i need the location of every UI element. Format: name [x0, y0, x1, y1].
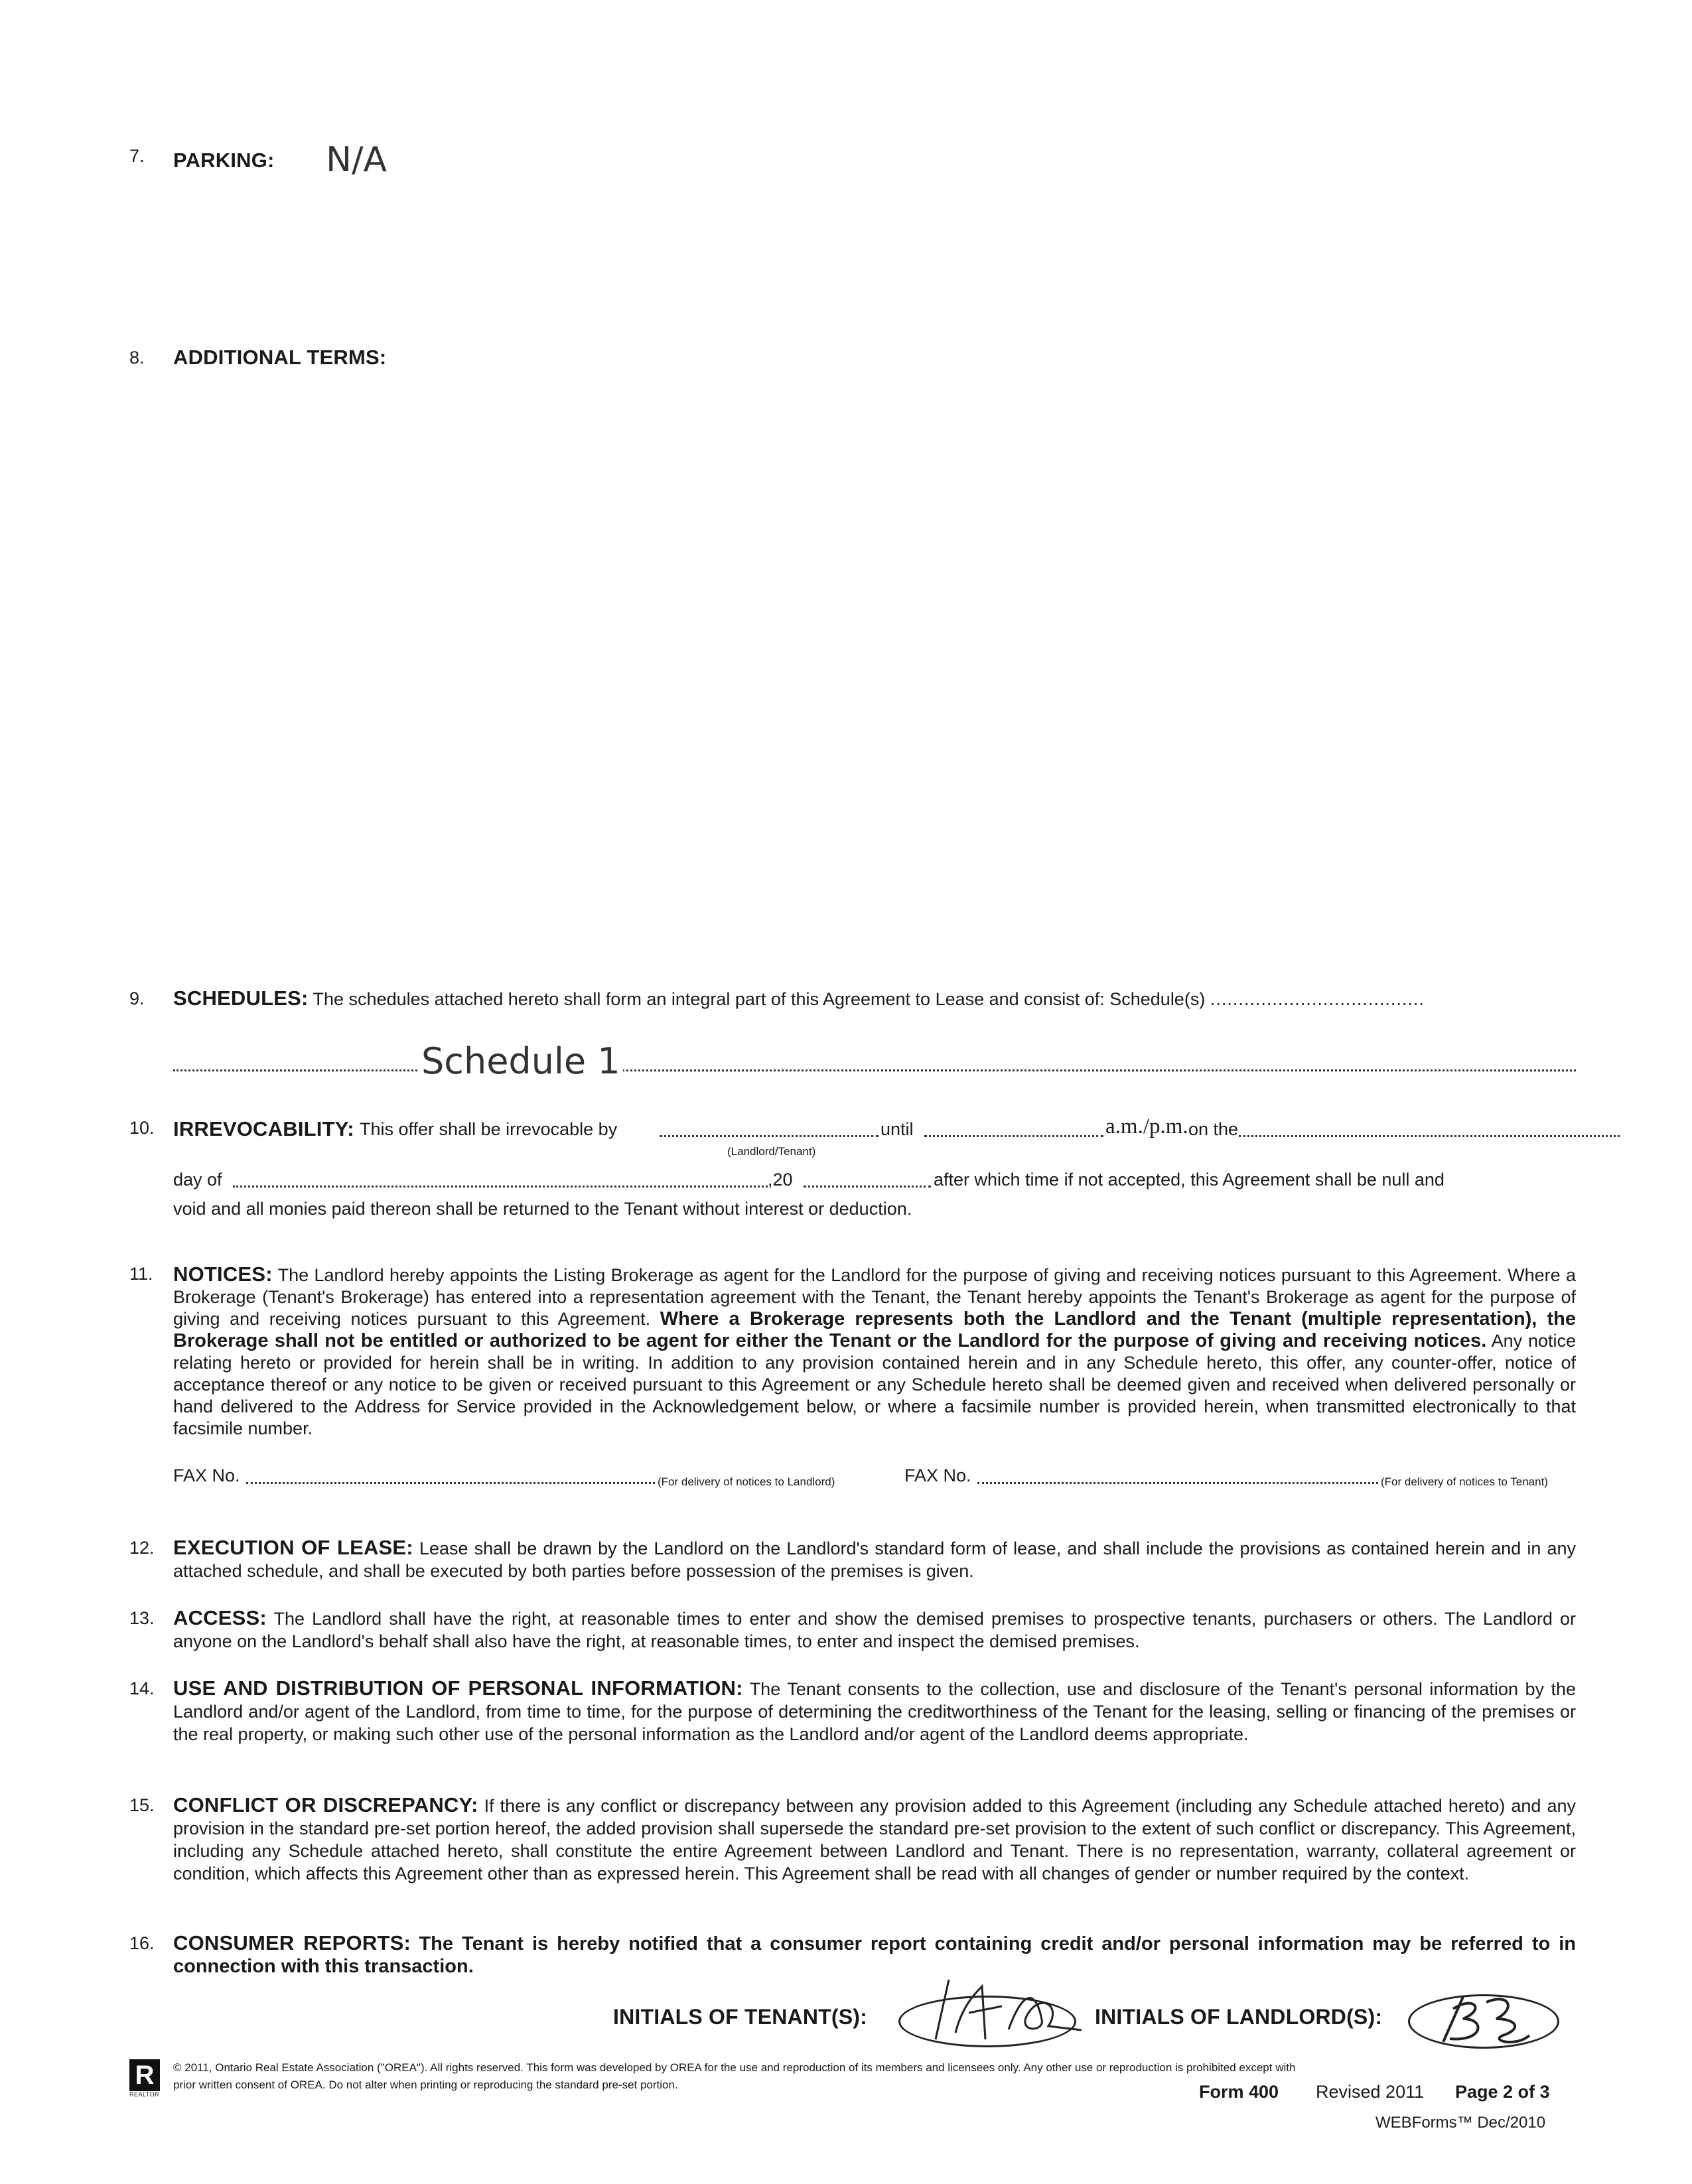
dotted-line: ...................................... [1210, 989, 1425, 1009]
section-text: The schedules attached hereto shall form an integral part of this Agreement to Lease and consist of: Schedule(s) [313, 989, 1206, 1009]
revised-date: Revised 2011 [1316, 2082, 1425, 2102]
section-notices [129, 1263, 1576, 1491]
notices-bold-text: Where a Brokerage represents both the Landlord and the Tenant (multiple representation), the Brokerage shall not be entitled or authorized to be agent for either the Tenant or the Landlord for the purpose of giving and receiving notices. [173, 1308, 1576, 1351]
section-heading: NOTICES: [173, 1263, 273, 1286]
section-additional-terms [129, 346, 1576, 370]
initials-tenant-label: INITIALS OF TENANT(S): [613, 2005, 868, 2029]
parking-handwritten-value: N/A [326, 140, 388, 180]
section-heading: USE AND DISTRIBUTION OF PERSONAL INFORMATION: [173, 1676, 743, 1700]
section-number: 9. [129, 989, 145, 1008]
fax-label-landlord: FAX No. [173, 1466, 240, 1485]
ampm-label: a.m./p.m. [1105, 1115, 1188, 1138]
day-of-label: day of [173, 1170, 222, 1190]
notices-text-2: Any notice relating hereto or provided for herein shall be in writing. In addition to any provision contained herein and in any Schedule hereto, this offer, any counter-offer, notice of acceptance thereof or any notice to be given or received pursuant to this Agreement or any Schedule hereto shall be deemed given and received when delivered personally or hand delivered to the Address for Service provided in the Acknowledgement below, or where a facsimile number is provided herein, when transmitted electronically to that facsimile number. [173, 1331, 1576, 1438]
realtor-logo-mark: R [129, 2059, 160, 2091]
day-of-field[interactable] [233, 1186, 768, 1188]
section-irrevocability [129, 1117, 1576, 1220]
section-parking [129, 140, 1576, 180]
landlord-initials-signature [1423, 1989, 1543, 2049]
webforms-label: WEBForms™ Dec/2010 [1375, 2114, 1546, 2132]
footer [129, 2059, 1576, 2159]
section-number: 10. [129, 1118, 155, 1138]
section-heading: CONFLICT OR DISCREPANCY: [173, 1793, 478, 1816]
section-text: The Landlord shall have the right, at reasonable times to enter and show the demised premises to prospective tenants, purchasers or others. The Landlord or anyone on the Landlord's behalf shall also have the right, at reasonable times, to enter and inspect the demised premises. [173, 1609, 1576, 1651]
section-number: 8. [129, 348, 145, 368]
section-number: 15. [129, 1795, 155, 1815]
until-label: until [881, 1119, 914, 1139]
section-execution-of-lease [129, 1536, 1576, 1582]
section-number: 11. [129, 1264, 153, 1284]
section-heading: SCHEDULES: [173, 987, 309, 1010]
notices-text-1: The Landlord hereby appoints the Listing Brokerage as agent for the Landlord for the purpose of giving and receiving notices pursuant to this Agreement. Where a Brokerage (Tenant's Brokerage) has entered into a representation agreement with the Tenant, the Tenant hereby appoints the Tenant's Brokerage as agent for the purpose of giving and receiving notices pursuant to this Agreement. [173, 1265, 1576, 1329]
section-heading: PARKING: [173, 149, 275, 172]
year-prefix: ,20 [768, 1170, 793, 1190]
dotted-line [173, 1069, 1576, 1071]
section-number: 13. [129, 1608, 155, 1628]
section-text: The Tenant consents to the collection, use and disclosure of the Tenant's personal information by the Landlord and/or agent of the Landlord, from time to time, for the purpose of determining the creditworthiness of the Tenant for the leasing, selling or financing of the premises or the real property, or making such other use of the personal information as the Landlord and/or agent of the Landlord deems appropriate. [173, 1679, 1577, 1744]
initials-landlord-label: INITIALS OF LANDLORD(S): [1095, 2005, 1383, 2029]
section-access [129, 1607, 1576, 1653]
section-heading: ACCESS: [173, 1606, 267, 1629]
irrevocable-by-field[interactable] [660, 1135, 879, 1137]
section-personal-information [129, 1677, 1576, 1745]
copyright-text: © 2011, Ontario Real Estate Association ("OREA"). All rights reserved. This form was developed by OREA for the use and reproduction of its members and licensees only. Any other use or reproduction is prohibited except with prior written consent of OREA. Do not alter when printing or reproducing the standard pre-set portion. [173, 2061, 1296, 2091]
section-consumer-reports [129, 1932, 1576, 1978]
fax-field-tenant[interactable] [977, 1482, 1378, 1484]
section-heading: ADDITIONAL TERMS: [173, 346, 387, 369]
on-the-date-field[interactable] [1239, 1135, 1620, 1137]
irrevocable-by-sublabel: (Landlord/Tenant) [727, 1145, 816, 1158]
irrevocable-by-text: This offer shall be irrevocable by [360, 1119, 618, 1139]
section-heading: IRREVOCABILITY: [173, 1117, 354, 1140]
void-text: void and all monies paid thereon shall be returned to the Tenant without interest or deduction. [173, 1199, 912, 1219]
until-time-field[interactable] [924, 1135, 1103, 1137]
section-text: Lease shall be drawn by the Landlord on the Landlord's standard form of lease, and shall include the provisions as contained herein and in any attached schedule, and shall be executed by both parties before possession of the premises is given. [173, 1538, 1576, 1581]
section-number: 12. [129, 1538, 155, 1558]
section-heading: EXECUTION OF LEASE: [173, 1536, 413, 1559]
fax-field-landlord[interactable] [246, 1482, 655, 1484]
realtor-logo-caption: REALTOR [129, 2091, 160, 2098]
page-number: Page 2 of 3 [1455, 2082, 1550, 2102]
initials-row [0, 1990, 1692, 2050]
section-schedules [129, 987, 1576, 1082]
section-number: 7. [129, 146, 145, 166]
after-which-text: after which time if not accepted, this Agreement shall be null and [934, 1170, 1445, 1190]
section-number: 16. [129, 1933, 155, 1953]
fax-note-tenant: (For delivery of notices to Tenant) [1381, 1475, 1548, 1488]
section-conflict [129, 1794, 1576, 1885]
section-heading: CONSUMER REPORTS: [173, 1931, 411, 1954]
fax-label-tenant: FAX No. [904, 1466, 971, 1485]
section-text: If there is any conflict or discrepancy between any provision added to this Agreement (including any Schedule attached hereto) and any provision in the standard pre-set portion hereof, the added provision shall supersede the standard pre-set provision to the extent of such conflict or discrepancy. This Agreement, including any Schedule attached hereto, shall constitute the entire Agreement between Landlord and Tenant. There is no representation, warranty, collateral agreement or condition, which affects this Agreement other than as expressed herein. This Agreement shall be read with all changes of gender or number required by the context. [173, 1796, 1576, 1883]
fax-note-landlord: (For delivery of notices to Landlord) [658, 1475, 835, 1488]
consumer-bold-text: The Tenant is hereby notified that a consumer report containing credit and/or personal information may be referred to in connection with this transaction. [173, 1933, 1576, 1977]
section-number: 14. [129, 1678, 155, 1698]
form-number: Form 400 [1199, 2082, 1279, 2102]
realtor-logo [129, 2059, 168, 2102]
year-field[interactable] [804, 1186, 931, 1188]
on-the-label: on the [1188, 1119, 1239, 1139]
schedules-handwritten-value: Schedule 1 [419, 1050, 623, 1073]
